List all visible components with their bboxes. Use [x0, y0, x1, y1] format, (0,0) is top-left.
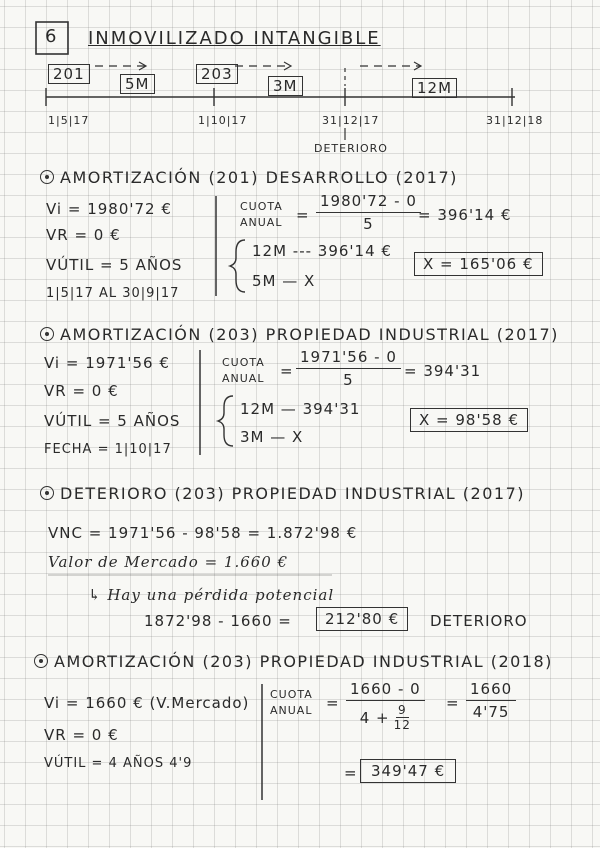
s1-cuota-label-2: ANUAL — [240, 216, 283, 229]
bullet-icon — [40, 170, 54, 184]
s2-result: = 394'31 — [404, 362, 482, 380]
s2-fraction-numerator: 1971'56 - 0 — [296, 348, 401, 369]
date-2: 1|10|17 — [198, 114, 248, 127]
s1-fraction — [316, 192, 421, 233]
s1-result: = 396'14 € — [418, 206, 512, 224]
exercise-number: 6 — [45, 26, 58, 47]
s1-vi: Vi = 1980'72 € — [46, 200, 172, 218]
s2-cuota-label-1: CUOTA — [222, 356, 265, 369]
s3-note: ↳ Hay una pérdida potencial — [88, 586, 335, 604]
s3-calc: 1872'98 - 1660 = — [144, 612, 292, 630]
period-3m: 3M — [268, 76, 303, 96]
page-title: INMOVILIZADO INTANGIBLE — [88, 28, 381, 49]
s3-vnc: VNC = 1971'56 - 98'58 = 1.872'98 € — [48, 524, 358, 542]
section-1-title: AMORTIZACIÓN (201) DESARROLLO (2017) — [40, 168, 458, 187]
s4-vi: Vi = 1660 € (V.Mercado) — [44, 694, 250, 712]
s4-cuota-label-2: ANUAL — [270, 704, 313, 717]
s4-den-fraction-num: 9 — [397, 703, 407, 717]
period-12m: 12M — [412, 78, 457, 98]
timeline-mark-201: 201 — [48, 64, 90, 84]
s1-cuota-label-1: CUOTA — [240, 200, 283, 213]
s3-deterioro-label: DETERIORO — [430, 612, 528, 630]
s1-fraction-numerator: 1980'72 - 0 — [316, 192, 421, 213]
s4-den-whole: 4 + — [359, 708, 390, 727]
s2-fraction — [296, 348, 401, 389]
date-4: 31|12|18 — [486, 114, 544, 127]
s4-result-equals: = — [344, 764, 358, 782]
s1-rule-2: 5M — X — [252, 272, 316, 290]
timeline-mark-203: 203 — [196, 64, 238, 84]
s3-answer: 212'80 € — [316, 607, 408, 631]
s4-answer: 349'47 € — [360, 759, 456, 783]
s2-vr: VR = 0 € — [44, 382, 119, 400]
period-5m: 5M — [120, 74, 155, 94]
s4-den-fraction — [394, 703, 411, 732]
s4-cuota-label-1: CUOTA — [270, 688, 313, 701]
s4-equals-2: = — [446, 694, 460, 712]
s4-fraction-1 — [346, 680, 425, 732]
date-3: 31|12|17 — [322, 114, 380, 127]
date-1: 1|5|17 — [48, 114, 90, 127]
s2-equals: = — [280, 362, 294, 380]
s4-fraction-2 — [466, 680, 516, 721]
s1-equals: = — [296, 206, 310, 224]
s1-vutil: VÚTIL = 5 AÑOS — [46, 256, 183, 274]
section-3-title: DETERIORO (203) PROPIEDAD INDUSTRIAL (2017) — [40, 484, 525, 503]
s1-answer: X = 165'06 € — [414, 252, 543, 276]
s4-fraction-1-denominator — [360, 701, 411, 732]
s3-valor-mercado: Valor de Mercado = 1.660 € — [48, 553, 289, 571]
bullet-icon — [40, 486, 54, 500]
s2-cuota-label-2: ANUAL — [222, 372, 265, 385]
s1-fraction-denominator: 5 — [363, 215, 374, 233]
s1-rule-1: 12M --- 396'14 € — [252, 242, 392, 260]
s2-vutil: VÚTIL = 5 AÑOS — [44, 412, 181, 430]
s2-rule-2: 3M — X — [240, 428, 304, 446]
s1-fecha: 1|5|17 AL 30|9|17 — [46, 286, 180, 301]
s4-fraction-2-numerator: 1660 — [466, 680, 516, 701]
s4-vr: VR = 0 € — [44, 726, 119, 744]
s4-fraction-2-denominator: 4'75 — [472, 703, 510, 721]
s2-fraction-denominator: 5 — [343, 371, 354, 389]
s1-vr: VR = 0 € — [46, 226, 121, 244]
s2-fecha: FECHA = 1|10|17 — [44, 442, 172, 457]
section-2-title: AMORTIZACIÓN (203) PROPIEDAD INDUSTRIAL (2017) — [40, 325, 559, 344]
s2-answer: X = 98'58 € — [410, 408, 528, 432]
s4-fraction-1-numerator: 1660 - 0 — [346, 680, 425, 701]
s4-den-fraction-den: 12 — [393, 718, 411, 732]
deterioro-marker-label: DETERIORO — [314, 142, 388, 155]
s2-rule-1: 12M — 394'31 — [240, 400, 361, 418]
s4-equals: = — [326, 694, 340, 712]
section-4-title: AMORTIZACIÓN (203) PROPIEDAD INDUSTRIAL (2018) — [34, 652, 553, 671]
s2-vi: Vi = 1971'56 € — [44, 354, 170, 372]
bullet-icon — [34, 654, 48, 668]
bullet-icon — [40, 327, 54, 341]
s4-vutil: VÚTIL = 4 AÑOS 4'9 — [44, 756, 193, 771]
